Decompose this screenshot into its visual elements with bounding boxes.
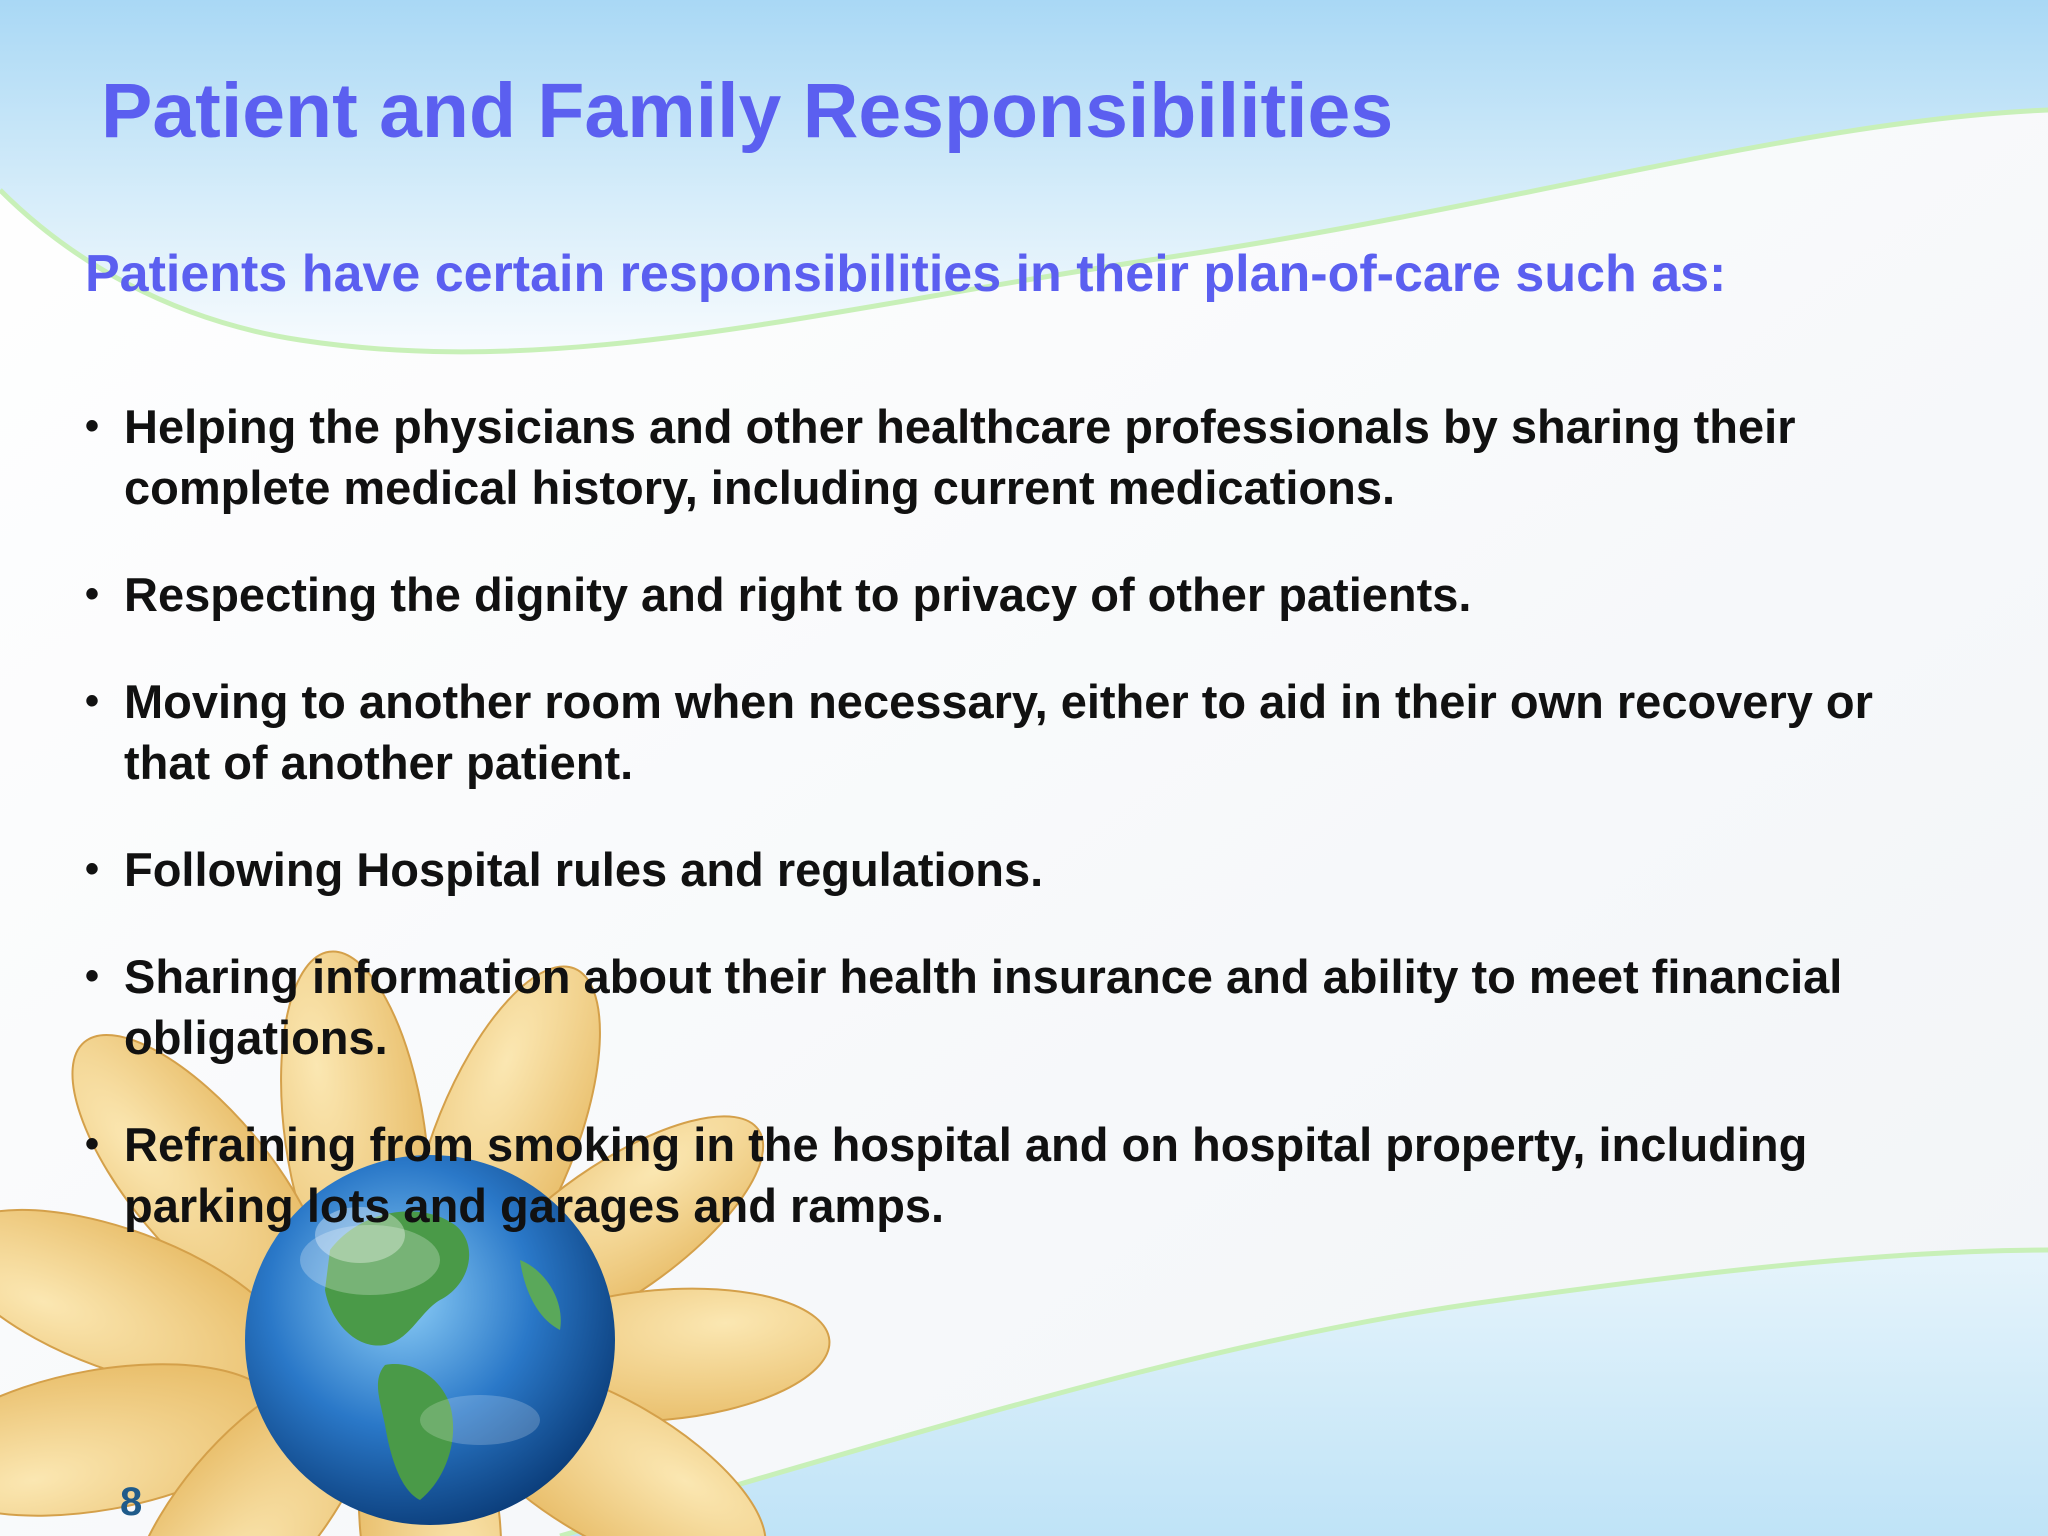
list-item (85, 839, 1905, 900)
list-item (85, 1114, 1905, 1236)
intro-text: Patients have certain responsibilities in their plan-of-care such as: (85, 245, 1727, 303)
bullet-icon: • (85, 679, 100, 723)
list-item-text: Following Hospital rules and regulations. (124, 843, 1044, 896)
bullet-icon: • (85, 1122, 100, 1166)
list-item (85, 564, 1905, 625)
list-item (85, 671, 1905, 793)
bullet-icon: • (85, 847, 100, 891)
list-item-text: Refraining from smoking in the hospital and on hospital property, including parking lots and garages and ramps. (124, 1118, 1808, 1232)
responsibilities-list (85, 396, 1905, 1282)
slide-title: Patient and Family Responsibilities (101, 68, 1394, 154)
page-number: 8 (120, 1480, 143, 1524)
bullet-icon: • (85, 572, 100, 616)
list-item (85, 946, 1905, 1068)
bullet-icon: • (85, 404, 100, 448)
list-item-text: Helping the physicians and other healthcare professionals by sharing their complete medical history, including current medications. (124, 400, 1796, 514)
list-item-text: Moving to another room when necessary, either to aid in their own recovery or that of another patient. (124, 675, 1873, 789)
bullet-icon: • (85, 954, 100, 998)
list-item (85, 396, 1905, 518)
list-item-text: Respecting the dignity and right to privacy of other patients. (124, 568, 1472, 621)
list-item-text: Sharing information about their health insurance and ability to meet financial obligations. (124, 950, 1843, 1064)
